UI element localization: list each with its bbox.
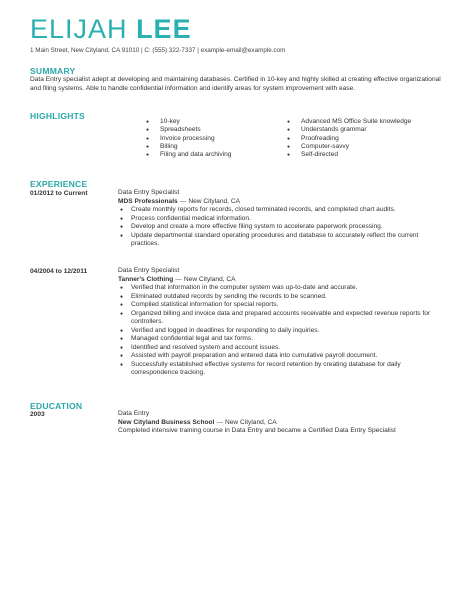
separator-dash: —: [175, 275, 182, 283]
education-description: Completed intensive training course in Data Entry and became a Certified Data Entry Specialist: [118, 427, 396, 434]
contact-line: 1 Main Street, New Cityland, CA 91010 | C: (555) 322-7337 | example-email@example.com: [30, 47, 286, 54]
school-name: New Cityland Business School: [118, 418, 215, 426]
job-2-company: Tanner's Clothing: [118, 275, 174, 283]
first-name: ELIJAH: [30, 14, 128, 44]
list-item: ● Assisted with payroll preparation and entered data into cumulative payroll document.: [118, 352, 438, 361]
list-item: ● Eliminated outdated records by sending the records to be scanned.: [118, 293, 438, 302]
school-location: New Cityland, CA: [224, 418, 277, 426]
job-2-duties: [118, 284, 438, 378]
list-item: ● Invoice processing: [146, 135, 266, 143]
list-item: ● Proofreading: [287, 135, 412, 143]
job-1-dates: 01/2012 to Current: [30, 190, 88, 197]
last-name: LEE: [136, 14, 192, 44]
job-2-employer: [118, 276, 438, 285]
job-1: [118, 189, 438, 249]
education-entry: [118, 410, 438, 436]
list-item: ● Self-directed: [287, 151, 412, 159]
list-item: ● Update departmental standard operating procedures and database to accurately reflect the current practices.: [118, 232, 438, 249]
list-item: ● Identified and resolved system and account issues.: [118, 344, 438, 353]
list-item: ● 10-key: [146, 118, 266, 126]
highlights-heading: HIGHLIGHTS: [30, 111, 85, 121]
job-1-company: MDS Professionals: [118, 197, 178, 205]
separator-dash: —: [179, 197, 187, 205]
list-item: ● Process confidential medical information.: [118, 215, 438, 224]
job-1-duties: [118, 206, 438, 249]
list-item: ● Verified that information in the computer system was up-to-date and accurate.: [118, 284, 438, 293]
summary-text: Data Entry specialist adept at developing and maintaining databases. Certified in 10-key and highly skilled at creating effective organizational and filing systems. Able to handle confidential information and identify areas for system improvement with ease.: [30, 76, 441, 92]
list-item: ● Develop and create a more effective filing system to accelerate paperwork processing.: [118, 223, 438, 232]
list-item: ● Advanced MS Office Suite knowledge: [287, 118, 412, 126]
summary-heading: SUMMARY: [30, 66, 76, 76]
highlights-right-list: [287, 118, 412, 159]
job-2-title: Data Entry Specialist: [118, 267, 180, 274]
highlights-left-list: [146, 118, 266, 159]
job-2-location: New Cityland, CA: [183, 275, 236, 283]
list-item: ● Compiled statistical information for special reports.: [118, 301, 438, 310]
job-1-title: Data Entry Specialist: [118, 189, 180, 196]
list-item: ● Computer-savvy: [287, 143, 412, 151]
job-2: [118, 267, 438, 378]
list-item: ● Spreadsheets: [146, 126, 266, 134]
list-item: ● Successfully established effective systems for record retention by creating database for daily correspondence tracking.: [118, 361, 438, 378]
list-item: ● Verified and logged in deadlines for responding to daily inquiries.: [118, 327, 438, 336]
job-1-location: New Cityland, CA: [188, 197, 240, 205]
school-line: [118, 419, 438, 428]
job-1-employer: [118, 198, 438, 207]
list-item: ● Managed confidential legal and tax forms.: [118, 335, 438, 344]
list-item: ● Billing: [146, 143, 266, 151]
separator-dash: —: [216, 418, 223, 426]
list-item: ● Organized billing and invoice data and prepared accounts receivable and expected revenue reports for controllers.: [118, 310, 438, 327]
list-item: ● Understands grammar: [287, 126, 412, 134]
degree: Data Entry: [118, 410, 150, 417]
list-item: ● Create monthly reports for records, closed terminated records, and completed chart audits.: [118, 206, 438, 215]
experience-heading: EXPERIENCE: [30, 179, 88, 189]
education-date: 2003: [30, 411, 45, 418]
job-2-dates: 04/2004 to 12/2011: [30, 268, 88, 275]
list-item: ● Filing and data archiving: [146, 151, 266, 159]
candidate-name: [30, 13, 192, 45]
education-heading: EDUCATION: [30, 401, 83, 411]
